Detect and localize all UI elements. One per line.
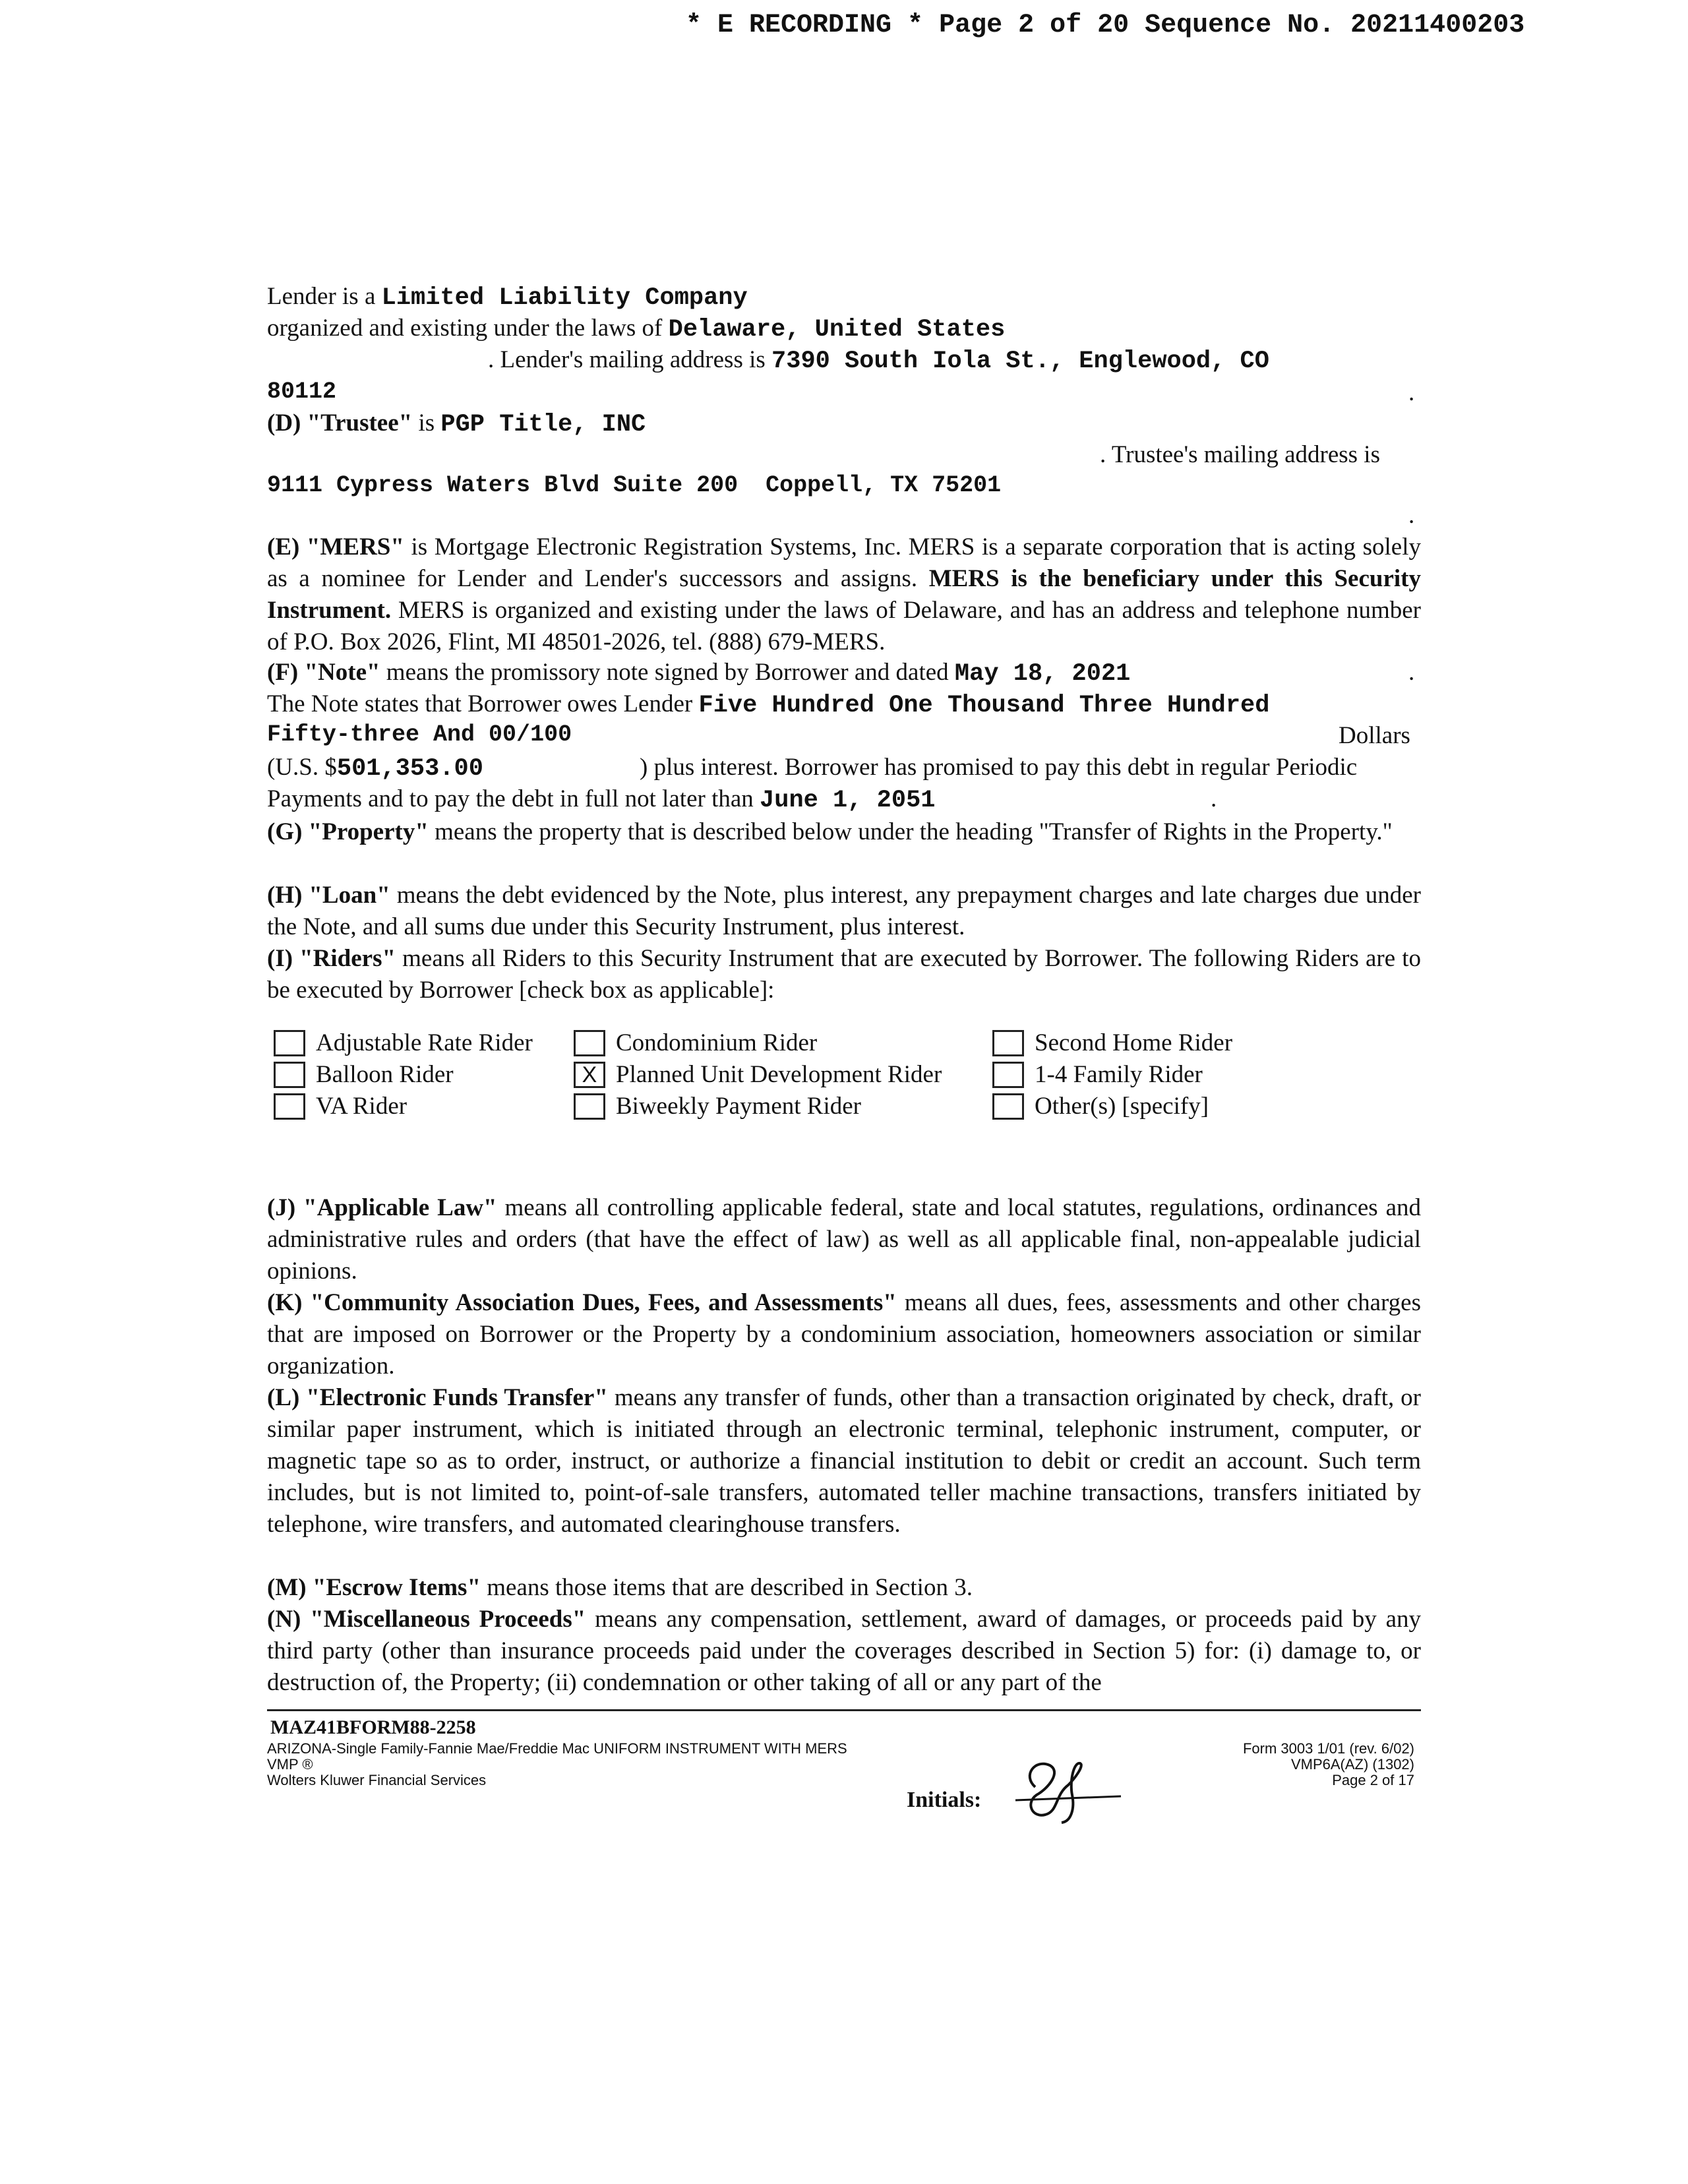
- community-association-definition: [267, 1287, 1421, 1382]
- rider-second-home[interactable]: [992, 1029, 1232, 1057]
- escrow-items-text: means those items that are described in Section 3.: [481, 1574, 973, 1601]
- mers-paragraph: [267, 531, 1421, 658]
- footer-right-2: VMP6A(AZ) (1302): [1290, 1756, 1414, 1773]
- note-text: means the promissory note signed by Borrower and dated: [380, 659, 949, 686]
- miscellaneous-proceeds-label: (N) "Miscellaneous Proceeds": [267, 1606, 586, 1633]
- organized-line: [267, 314, 1005, 344]
- note-dot: .: [1408, 659, 1415, 686]
- rider-condominium[interactable]: [574, 1029, 817, 1057]
- mers-text-2: MERS is organized and existing under the laws of Delaware, and has an address and telephone number of P.O. Box 2026, Flint, MI 48501-2026, tel. (888) 679-MERS.: [267, 597, 1421, 655]
- checkbox[interactable]: [274, 1030, 305, 1056]
- lender-mailing-label: . Lender's mailing address is: [488, 346, 766, 373]
- after-amount-text: ) plus interest. Borrower has promised to pay this debt in regular Periodic: [640, 754, 1358, 781]
- applicable-law-label: (J) "Applicable Law": [267, 1194, 497, 1221]
- rider-adjustable-rate[interactable]: [274, 1029, 533, 1057]
- amount-words-1: Five Hundred One Thousand Three Hundred: [698, 692, 1270, 719]
- electronic-funds-transfer-label: (L) "Electronic Funds Transfer": [267, 1384, 608, 1411]
- community-association-text: means all dues, fees, assessments and other charges that are imposed on Borrower or the Property by a condominium association, homeowners association or similar organization.: [267, 1289, 1421, 1380]
- trustee-label: (D) "Trustee": [267, 410, 413, 437]
- maturity-dot: .: [1211, 785, 1217, 812]
- lender-type: Limited Liability Company: [381, 284, 748, 312]
- note-label: (F) "Note": [267, 659, 380, 686]
- applicable-law-text: means all controlling applicable federal, state and local statutes, regulations, ordinances and administrative rules and orders (that have the effect of law) as well as all applicable final, non-appealable judicial opinions.: [267, 1194, 1421, 1285]
- form-code: MAZ41BFORM88-2258: [270, 1716, 476, 1738]
- rider-biweekly-payment[interactable]: [574, 1092, 861, 1120]
- riders-text: means all Riders to this Security Instrument that are executed by Borrower. The following Riders are to be executed by Borrower [check box as applicable]:: [267, 945, 1421, 1004]
- checkbox[interactable]: X: [574, 1062, 605, 1088]
- rider-balloon[interactable]: [274, 1060, 454, 1089]
- miscellaneous-proceeds-text: means any compensation, settlement, award of damages, or proceeds paid by any third party (other than insurance proceeds paid under the coverages described in Section 5) for: (i) damage to, or destruction of, the Property; (ii) condemnation or other taking of all or any part of the: [267, 1606, 1421, 1696]
- checkbox[interactable]: [992, 1030, 1024, 1056]
- lender-jurisdiction: Delaware, United States: [668, 316, 1006, 344]
- loan-amount: 501,353.00: [336, 755, 483, 783]
- property-label: (G) "Property": [267, 818, 429, 845]
- rider-label: Biweekly Payment Rider: [616, 1093, 861, 1120]
- mers-label: (E) "MERS": [267, 533, 404, 561]
- checkbox[interactable]: [574, 1030, 605, 1056]
- rider-label: Condominium Rider: [616, 1029, 818, 1056]
- riders-label: (I) "Riders": [267, 945, 396, 972]
- checkbox[interactable]: [992, 1062, 1024, 1088]
- amount-words-2: Fifty-three And 00/100: [267, 721, 572, 748]
- footer-right-1: Form 3003 1/01 (rev. 6/02): [1242, 1740, 1414, 1757]
- trustee-address: 9111 Cypress Waters Blvd Suite 200 Coppell, TX 75201: [267, 472, 1002, 499]
- footer-line-1: ARIZONA-Single Family-Fannie Mae/Freddie Mac UNIFORM INSTRUMENT WITH MERS: [267, 1740, 847, 1757]
- recording-header: * E RECORDING * Page 2 of 20 Sequence No. 20211400203: [686, 11, 1525, 40]
- trustee-is: is: [418, 410, 435, 437]
- checkbox[interactable]: [574, 1093, 605, 1120]
- rider-label: 1-4 Family Rider: [1035, 1061, 1203, 1088]
- community-association-label: (K) "Community Association Dues, Fees, and Assessments": [267, 1289, 897, 1316]
- loan-label: (H) "Loan": [267, 882, 390, 909]
- rider-label: Other(s) [specify]: [1035, 1093, 1209, 1120]
- electronic-funds-transfer-text: means any transfer of funds, other than a transaction originated by check, draft, or similar paper instrument, which is initiated through an electronic terminal, telephonic instrument, computer, or magnetic tape so as to order, instruct, or authorize a financial institution to debit or credit an account. Such term includes, but is not limited to, point-of-sale transfers, automated teller machine transactions, transfers initiated by telephone, wire transfers, and automated clearinghouse transfers.: [267, 1384, 1422, 1538]
- trustee-dot: .: [1408, 502, 1415, 529]
- electronic-funds-transfer-definition: [267, 1382, 1421, 1540]
- payments-text: Payments and to pay the debt in full not later than: [267, 785, 754, 812]
- maturity-date: June 1, 2051: [760, 787, 936, 814]
- organized-text: organized and existing under the laws of: [267, 315, 663, 342]
- rider-va[interactable]: [274, 1092, 407, 1120]
- trustee-line: [267, 409, 646, 439]
- checkbox[interactable]: [274, 1062, 305, 1088]
- lender-dot: .: [1408, 379, 1415, 406]
- lender-mailing-line: [488, 346, 1269, 375]
- footer-line-3: Wolters Kluwer Financial Services: [267, 1772, 487, 1788]
- payments-line: [267, 785, 935, 814]
- checkbox[interactable]: [274, 1093, 305, 1120]
- rider-planned-unit-development[interactable]: [574, 1060, 942, 1089]
- note-line: [267, 658, 1130, 688]
- lender-line: [267, 282, 748, 312]
- note-owes-line: [267, 690, 1269, 719]
- footer-right-3: Page 2 of 17: [1332, 1772, 1414, 1788]
- note-date: May 18, 2021: [954, 660, 1131, 688]
- loan-text: means the debt evidenced by the Note, plus interest, any prepayment charges and late charges due under the Note, and all sums due under this Security Instrument, plus interest.: [267, 882, 1421, 940]
- rider-label: Second Home Rider: [1035, 1029, 1233, 1056]
- rider-label: Balloon Rider: [316, 1061, 454, 1088]
- checkbox[interactable]: [992, 1093, 1024, 1120]
- note-owes: The Note states that Borrower owes Lender: [267, 690, 693, 717]
- us-amount-line: [267, 753, 483, 783]
- footer-rule: [267, 1709, 1421, 1711]
- mers-bold-text: MERS is the beneficiary under this Security Instrument.: [267, 565, 1421, 624]
- trustee-mailing-label: . Trustee's mailing address is: [1100, 441, 1380, 468]
- trustee-name: PGP Title, INC: [440, 411, 646, 439]
- loan-definition: [267, 880, 1421, 943]
- rider-1-4-family[interactable]: [992, 1060, 1203, 1089]
- miscellaneous-proceeds-definition: [267, 1604, 1421, 1699]
- us-label: (U.S. $: [267, 754, 337, 781]
- property-definition: [267, 816, 1421, 848]
- riders-definition: [267, 943, 1421, 1006]
- initials-signature: [1009, 1749, 1128, 1828]
- lender-address-1: 7390 South Iola St., Englewood, CO: [771, 348, 1269, 375]
- lender-is-text: Lender is a: [267, 283, 376, 310]
- property-text: means the property that is described below under the heading "Transfer of Rights in the Property.": [428, 818, 1393, 845]
- initials-label: Initials:: [907, 1788, 982, 1812]
- rider-label: Adjustable Rate Rider: [316, 1029, 533, 1056]
- rider-other[interactable]: [992, 1092, 1209, 1120]
- escrow-items-definition: [267, 1572, 1421, 1604]
- dollars-label: Dollars: [1339, 722, 1410, 749]
- footer-line-2: VMP ®: [267, 1756, 313, 1773]
- rider-label: Planned Unit Development Rider: [616, 1061, 942, 1088]
- lender-address-2: 80112: [267, 379, 337, 405]
- applicable-law-definition: [267, 1192, 1421, 1287]
- escrow-items-label: (M) "Escrow Items": [267, 1574, 481, 1601]
- rider-label: VA Rider: [316, 1093, 407, 1120]
- mers-text-1: is Mortgage Electronic Registration Systems, Inc. MERS is a separate corporation that is acting solely as a nominee for Lender and Lender's successors and assigns.: [267, 533, 1421, 592]
